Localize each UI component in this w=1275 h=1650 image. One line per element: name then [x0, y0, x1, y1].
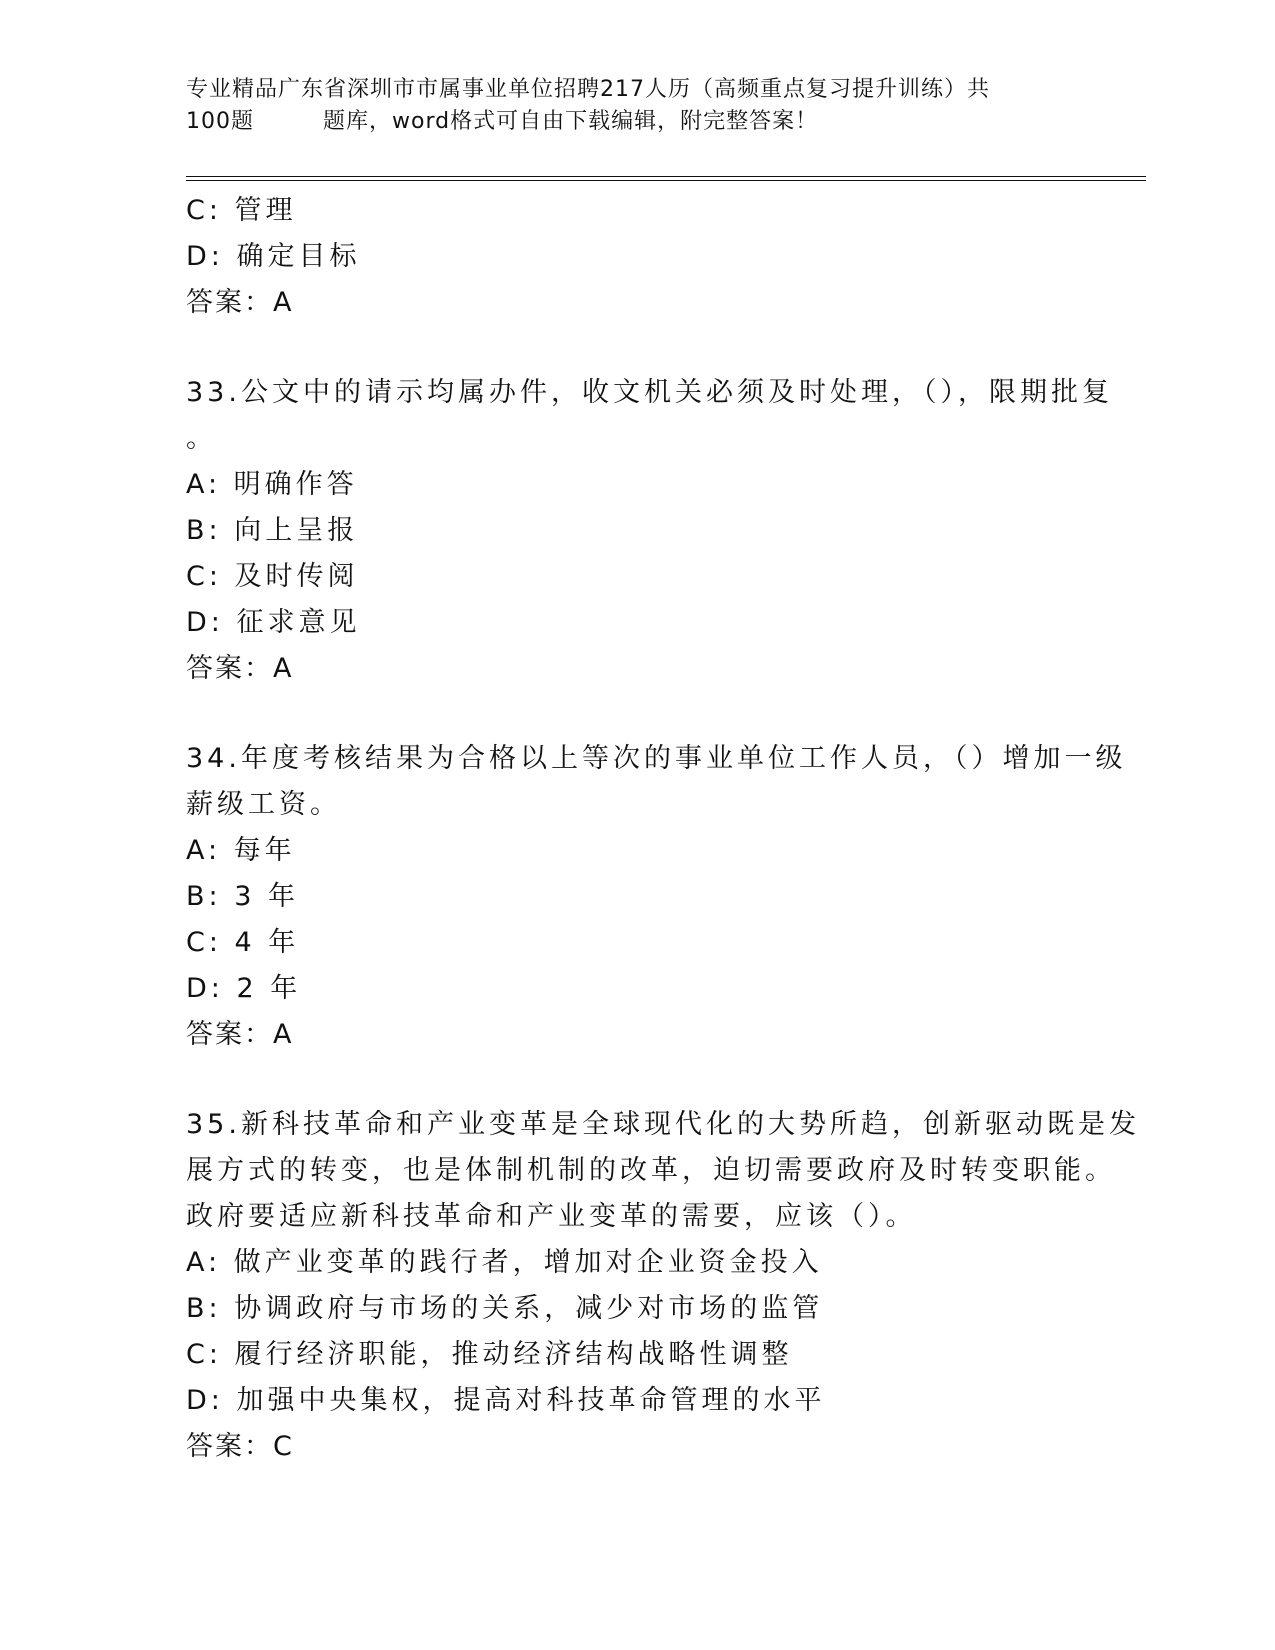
question-32-tail [186, 188, 1086, 326]
answer: 答案：A [186, 287, 294, 318]
option-d: D: 2 年 [186, 973, 302, 1004]
question-35 [186, 1102, 1140, 1470]
option-c: C: 管理 [186, 195, 297, 226]
spacer [186, 326, 1086, 370]
answer: 答案：A [186, 653, 294, 684]
question-text-line-2: 。 [186, 423, 217, 454]
option-a: A: 明确作答 [186, 469, 358, 500]
option-c: C: 4 年 [186, 927, 300, 958]
header-double-rule [186, 176, 1146, 181]
option-c: C: 及时传阅 [186, 561, 359, 592]
question-text-line-1: 33.公文中的请示均属办件，收文机关必须及时处理，（），限期批复 [186, 377, 1113, 408]
question-33 [186, 370, 1113, 692]
option-b: B: 向上呈报 [186, 515, 359, 546]
option-b: B: 3 年 [186, 881, 299, 912]
option-a: A: 每年 [186, 835, 296, 866]
option-d: D: 确定目标 [186, 241, 361, 272]
question-text-line-1: 34.年度考核结果为合格以上等次的事业单位工作人员，（）增加一级 [186, 743, 1127, 774]
option-c: C: 履行经济职能，推动经济结构战略性调整 [186, 1339, 793, 1370]
question-text-line-2: 薪级工资。 [186, 789, 341, 820]
header-line-1: 专业精品广东省深圳市市属事业单位招聘217人历（高频重点复习提升训练）共 [186, 77, 990, 102]
option-d: D: 加强中央集权，提高对科技革命管理的水平 [186, 1385, 826, 1416]
answer: 答案：C [186, 1431, 294, 1462]
question-text-line-3: 政府要适应新科技革命和产业变革的需要，应该（）。 [186, 1201, 917, 1232]
document-header [186, 74, 1086, 138]
spacer [186, 1058, 1086, 1102]
question-34 [186, 736, 1127, 1058]
question-list [186, 188, 1140, 1470]
option-a: A: 做产业变革的践行者，增加对企业资金投入 [186, 1247, 823, 1278]
option-b: B: 协调政府与市场的关系，减少对市场的监管 [186, 1293, 824, 1324]
spacer [186, 692, 1086, 736]
option-d: D: 征求意见 [186, 607, 361, 638]
question-text-line-2: 展方式的转变，也是体制机制的改革，迫切需要政府及时转变职能。 [186, 1155, 1116, 1186]
header-line-2: 100题 题库，word格式可自由下载编辑，附完整答案！ [186, 109, 819, 134]
answer: 答案：A [186, 1019, 294, 1050]
question-text-line-1: 35.新科技革命和产业变革是全球现代化的大势所趋，创新驱动既是发 [186, 1109, 1140, 1140]
